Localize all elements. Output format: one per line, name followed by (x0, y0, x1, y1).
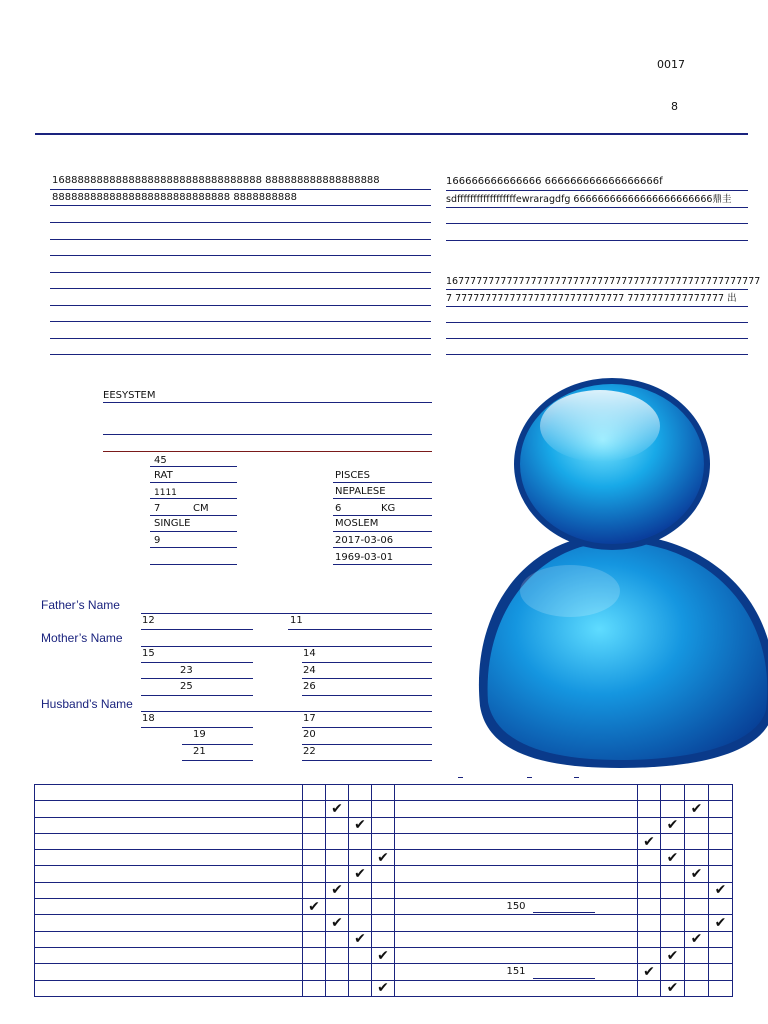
check-cell (303, 817, 326, 833)
field-rule (333, 564, 432, 565)
check-cell (372, 899, 395, 915)
family-rule (141, 646, 432, 647)
family-rule (141, 613, 432, 614)
field-rule (150, 547, 237, 548)
check-cell (349, 915, 372, 931)
right-text-line-4-tail: 出 (727, 293, 737, 304)
right-rule (446, 223, 748, 224)
check-cell (709, 833, 733, 849)
check-cell (685, 850, 709, 866)
dash-mark (458, 777, 463, 778)
family-rule (141, 629, 253, 630)
check-cell (349, 850, 372, 866)
row-left-label (35, 866, 303, 882)
husband-name-label: Husband’s Name (41, 697, 133, 711)
field-religion: MOSLEM (335, 518, 379, 529)
row-right-label (395, 866, 638, 882)
right-text-line-3: 1677777777777777777777777777777777777777777777777777 (446, 276, 761, 287)
field-rule (150, 482, 237, 483)
field-rule (150, 564, 237, 565)
check-cell (372, 833, 395, 849)
row-right-label (395, 899, 638, 915)
father-name-label: Father’s Name (41, 598, 120, 612)
check-cell (685, 801, 709, 817)
check-cell (372, 850, 395, 866)
left-rule (50, 354, 431, 355)
table-row (35, 850, 733, 866)
field-zodiac: RAT (154, 470, 173, 481)
family-rule (141, 678, 253, 679)
check-cell (326, 947, 349, 963)
row-left-label (35, 931, 303, 947)
check-cell (709, 866, 733, 882)
check-cell (326, 801, 349, 817)
check-cell (372, 785, 395, 801)
check-cell (638, 915, 661, 931)
system-rule (103, 402, 432, 403)
check-cell (303, 947, 326, 963)
check-cell (326, 866, 349, 882)
check-cell (661, 866, 685, 882)
check-icon: ✔ (714, 915, 727, 932)
right-rule (446, 338, 748, 339)
check-cell (709, 801, 733, 817)
check-cell (685, 964, 709, 980)
check-cell (326, 817, 349, 833)
check-cell (685, 833, 709, 849)
check-icon: ✔ (377, 849, 389, 866)
husband-field-18: 18 (142, 713, 155, 724)
check-icon: ✔ (714, 882, 727, 899)
check-cell (349, 899, 372, 915)
father-field-11: 11 (290, 615, 303, 626)
left-rule (50, 239, 431, 240)
field-weight-value: 6 (335, 503, 342, 514)
field-age: 45 (154, 455, 167, 466)
check-cell (661, 817, 685, 833)
page-number: 8 (671, 100, 678, 113)
check-cell (349, 931, 372, 947)
check-cell (303, 866, 326, 882)
husband-field-22: 22 (303, 746, 316, 757)
table-row (35, 833, 733, 849)
check-cell (303, 915, 326, 931)
field-rule (150, 531, 237, 532)
family-rule (182, 760, 253, 761)
check-cell (709, 850, 733, 866)
row-right-label (395, 833, 638, 849)
check-icon: ✔ (643, 833, 655, 850)
check-cell (685, 866, 709, 882)
check-cell (303, 850, 326, 866)
check-cell (372, 980, 395, 996)
check-cell (638, 850, 661, 866)
field-rule (150, 466, 237, 467)
table-row (35, 964, 733, 980)
field-rule (150, 498, 237, 499)
row-left-label (35, 947, 303, 963)
field-number: 1111 (154, 488, 177, 498)
row-right-label (395, 931, 638, 947)
check-cell (709, 899, 733, 915)
check-icon: ✔ (690, 800, 703, 817)
system-name: EESYSTEM (103, 390, 156, 401)
check-cell (638, 785, 661, 801)
row-left-label (35, 915, 303, 931)
check-cell (349, 882, 372, 898)
check-cell (661, 947, 685, 963)
field-rule (333, 547, 432, 548)
check-icon: ✔ (331, 915, 343, 932)
row-left-label (35, 980, 303, 996)
family-rule (302, 662, 432, 663)
field-height-unit: CM (193, 503, 209, 514)
check-cell (661, 931, 685, 947)
check-cell (661, 882, 685, 898)
field-nationality: NEPALESE (335, 486, 386, 497)
table-row (35, 882, 733, 898)
mother-name-label: Mother’s Name (41, 631, 123, 645)
table-row (35, 899, 733, 915)
husband-field-17: 17 (303, 713, 316, 724)
check-cell (303, 980, 326, 996)
check-cell (303, 801, 326, 817)
check-cell (372, 947, 395, 963)
check-cell (349, 964, 372, 980)
row-right-label (395, 817, 638, 833)
row-right-label (395, 882, 638, 898)
row-left-label (35, 850, 303, 866)
header-rule (35, 133, 748, 135)
row-left-label (35, 785, 303, 801)
right-rule (446, 207, 748, 208)
mother-field-23: 23 (180, 665, 193, 676)
check-cell (349, 833, 372, 849)
row-right-value: 151 (506, 966, 526, 978)
table-row (35, 801, 733, 817)
check-cell (349, 801, 372, 817)
check-cell (661, 915, 685, 931)
dash-mark (574, 777, 579, 778)
check-cell (372, 866, 395, 882)
check-cell (638, 882, 661, 898)
check-cell (709, 964, 733, 980)
table-row (35, 866, 733, 882)
family-rule (302, 695, 432, 696)
check-cell (326, 899, 349, 915)
document-code: 0017 (657, 58, 685, 71)
right-rule (446, 190, 748, 191)
mother-field-24: 24 (303, 665, 316, 676)
right-text-line-1: 166666666666666 666666666666666666f (446, 176, 663, 187)
row-right-label (395, 785, 638, 801)
check-cell (326, 964, 349, 980)
row-left-label (35, 882, 303, 898)
family-rule (182, 744, 253, 745)
check-cell (685, 980, 709, 996)
check-icon: ✔ (354, 931, 366, 948)
check-cell (372, 801, 395, 817)
family-rule (141, 727, 253, 728)
check-cell (303, 882, 326, 898)
field-star-sign: PISCES (335, 470, 370, 481)
row-left-label (35, 833, 303, 849)
right-rule (446, 354, 748, 355)
family-rule (302, 727, 432, 728)
check-cell (326, 882, 349, 898)
check-cell (303, 931, 326, 947)
check-icon: ✔ (331, 800, 343, 817)
check-cell (349, 947, 372, 963)
check-icon: ✔ (331, 882, 343, 899)
family-rule (141, 711, 432, 712)
row-right-label (395, 964, 638, 980)
field-height-value: 7 (154, 503, 161, 514)
table-row (35, 980, 733, 996)
table-row (35, 817, 733, 833)
check-cell (349, 785, 372, 801)
husband-field-21: 21 (193, 746, 206, 757)
field-weight-unit: KG (381, 503, 396, 514)
check-cell (638, 817, 661, 833)
row-right-label (395, 850, 638, 866)
check-cell (326, 850, 349, 866)
check-cell (372, 817, 395, 833)
check-cell (709, 817, 733, 833)
check-cell (685, 915, 709, 931)
husband-field-19: 19 (193, 729, 206, 740)
check-cell (661, 850, 685, 866)
left-rule (50, 305, 431, 306)
check-cell (661, 801, 685, 817)
check-cell (372, 931, 395, 947)
table-row (35, 931, 733, 947)
field-rule (333, 515, 432, 516)
row-left-label (35, 801, 303, 817)
family-rule (288, 629, 432, 630)
field-marital-status: SINGLE (154, 518, 191, 529)
check-icon: ✔ (690, 931, 703, 948)
table-row (35, 915, 733, 931)
check-cell (349, 866, 372, 882)
family-rule (302, 678, 432, 679)
check-cell (638, 980, 661, 996)
check-cell (303, 964, 326, 980)
left-rule (50, 189, 431, 190)
right-text-line-2 (446, 194, 731, 206)
left-text-line-1: 168888888888888888888888888888888 888888888888888888 (52, 175, 380, 186)
right-rule (446, 240, 748, 241)
check-cell (372, 882, 395, 898)
check-cell (303, 785, 326, 801)
check-cell (661, 964, 685, 980)
value-underline (533, 978, 595, 979)
row-right-label (395, 915, 638, 931)
check-cell (685, 817, 709, 833)
check-icon: ✔ (690, 866, 703, 883)
check-cell (685, 931, 709, 947)
row-right-value: 150 (506, 901, 526, 913)
user-avatar-icon (460, 376, 768, 768)
check-cell (685, 899, 709, 915)
check-cell (709, 947, 733, 963)
check-icon: ✔ (666, 947, 679, 964)
left-rule (50, 338, 431, 339)
value-underline (533, 912, 595, 913)
check-cell (326, 785, 349, 801)
check-cell (661, 833, 685, 849)
family-rule (141, 695, 253, 696)
check-cell (326, 833, 349, 849)
left-rule (50, 222, 431, 223)
check-cell (638, 866, 661, 882)
checklist-table (34, 784, 733, 997)
check-icon: ✔ (666, 849, 679, 866)
check-icon: ✔ (354, 866, 366, 883)
system-rule (103, 451, 432, 452)
left-rule (50, 205, 431, 206)
row-left-label (35, 964, 303, 980)
field-date-1: 2017-03-06 (335, 535, 394, 546)
check-cell (709, 980, 733, 996)
check-cell (349, 817, 372, 833)
row-right-label (395, 947, 638, 963)
right-text-line-2-tail: 鼎圭 (712, 194, 732, 205)
left-rule (50, 255, 431, 256)
check-cell (303, 899, 326, 915)
check-cell (326, 915, 349, 931)
right-rule (446, 322, 748, 323)
right-text-line-2-main: sdffffffffffffffffffewraragdfg 66666666666666666666666 (446, 194, 713, 205)
check-cell (685, 882, 709, 898)
right-rule (446, 306, 748, 307)
row-right-label (395, 980, 638, 996)
family-rule (302, 760, 432, 761)
check-cell (709, 915, 733, 931)
left-rule (50, 272, 431, 273)
left-text-line-2: 8888888888888888888888888888 8888888888 (52, 192, 297, 203)
field-nine: 9 (154, 535, 161, 546)
table-row (35, 947, 733, 963)
check-cell (638, 947, 661, 963)
system-rule (103, 434, 432, 435)
right-rule (446, 289, 748, 290)
field-rule (333, 498, 432, 499)
row-left-label (35, 899, 303, 915)
row-right-label (395, 801, 638, 817)
field-rule (333, 482, 432, 483)
mother-field-25: 25 (180, 681, 193, 692)
check-cell (709, 882, 733, 898)
check-cell (685, 947, 709, 963)
left-rule (50, 321, 431, 322)
row-left-label (35, 817, 303, 833)
mother-field-26: 26 (303, 681, 316, 692)
husband-field-20: 20 (303, 729, 316, 740)
check-cell (638, 833, 661, 849)
field-rule (150, 515, 237, 516)
check-cell (638, 801, 661, 817)
check-cell (661, 980, 685, 996)
father-field-12: 12 (142, 615, 155, 626)
check-cell (326, 931, 349, 947)
check-cell (326, 980, 349, 996)
right-text-line-4 (446, 293, 737, 305)
check-cell (661, 785, 685, 801)
check-icon: ✔ (377, 980, 389, 997)
mother-field-15: 15 (142, 648, 155, 659)
check-cell (303, 833, 326, 849)
table-row (35, 785, 733, 801)
check-cell (372, 915, 395, 931)
field-rule (333, 531, 432, 532)
check-cell (349, 980, 372, 996)
check-cell (709, 785, 733, 801)
mother-field-14: 14 (303, 648, 316, 659)
check-icon: ✔ (377, 947, 389, 964)
check-icon: ✔ (666, 980, 679, 997)
check-icon: ✔ (354, 817, 366, 834)
check-icon: ✔ (308, 898, 320, 915)
check-cell (709, 931, 733, 947)
check-cell (638, 931, 661, 947)
family-rule (141, 662, 253, 663)
check-icon: ✔ (666, 817, 679, 834)
family-rule (302, 744, 432, 745)
check-icon: ✔ (643, 963, 655, 980)
dash-mark (527, 777, 532, 778)
field-date-2: 1969-03-01 (335, 552, 394, 563)
check-cell (638, 899, 661, 915)
right-text-line-4-main: 7 7777777777777777777777777777 7777777777777777 (446, 293, 725, 304)
check-cell (638, 964, 661, 980)
check-cell (685, 785, 709, 801)
left-rule (50, 288, 431, 289)
check-cell (372, 964, 395, 980)
check-cell (661, 899, 685, 915)
